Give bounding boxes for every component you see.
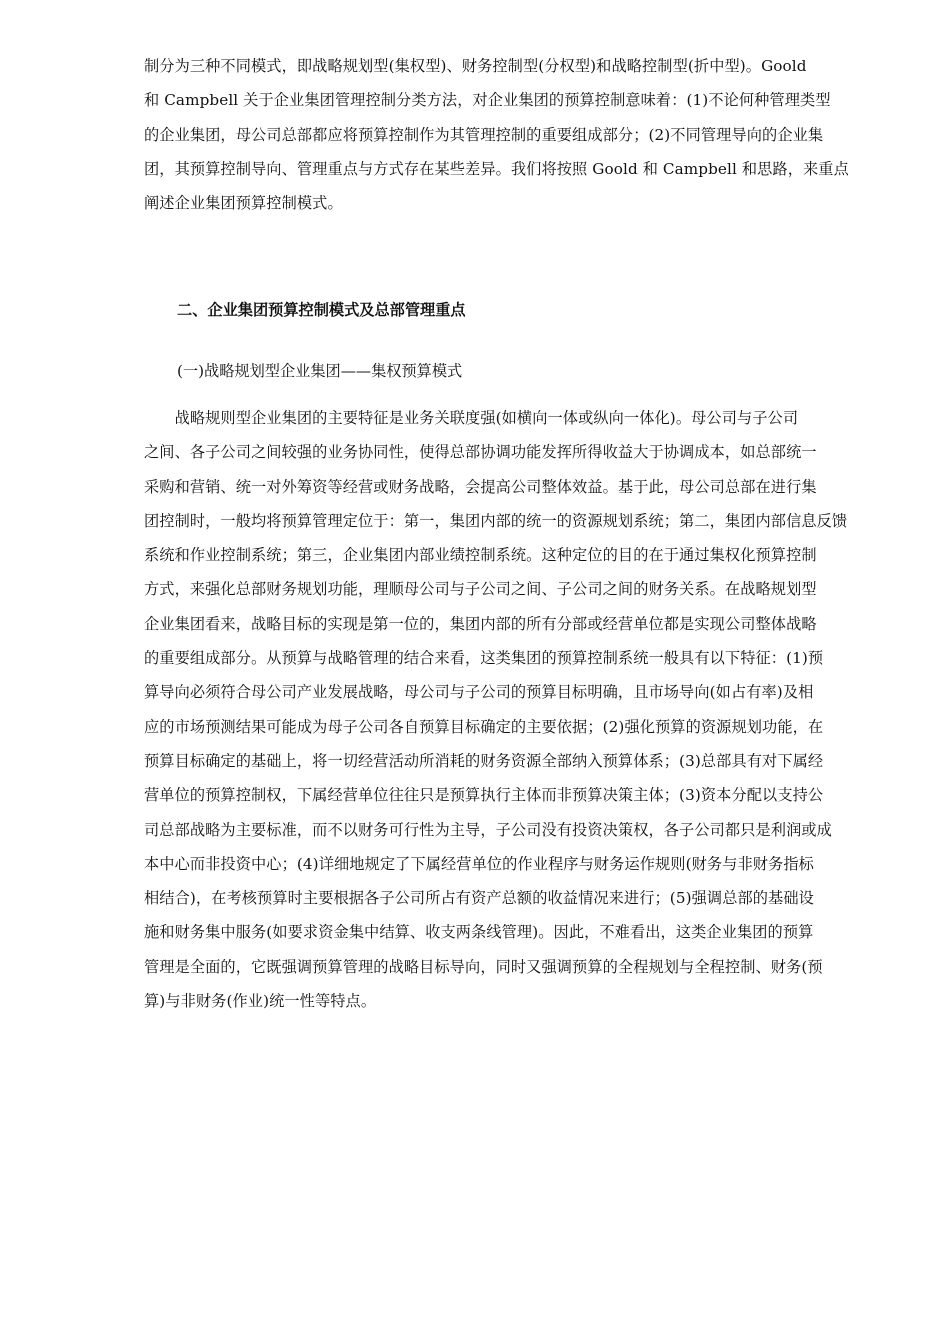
intro-paragraph bbox=[144, 49, 884, 220]
section-heading: 二、企业集团预算控制模式及总部管理重点 bbox=[177, 301, 466, 319]
paragraph-line: 战略规则型企业集团的主要特征是业务关联度强(如横向一体或纵向一体化)。母公司与子公司 bbox=[144, 409, 799, 427]
paragraph-line: 本中心而非投资中心；(4)详细地规定了下属经营单位的作业程序与财务运作规则(财务与非财务指标 bbox=[144, 854, 814, 873]
paragraph-line: 阐述企业集团预算控制模式。 bbox=[144, 194, 343, 213]
paragraph-line: 应的市场预测结果可能成为母子公司各自预算目标确定的主要依据；(2)强化预算的资源规划功能，在 bbox=[144, 717, 824, 736]
paragraph-line: 系统和作业控制系统；第三，企业集团内部业绩控制系统。这种定位的目的在于通过集权化预算控制 bbox=[144, 546, 817, 565]
paragraph-line: 的企业集团，母公司总部都应将预算控制作为其管理控制的重要组成部分；(2)不同管理导向的企业集 bbox=[144, 125, 824, 144]
paragraph-line: 团控制时，一般均将预算管理定位于：第一，集团内部的统一的资源规划系统；第二，集团内部信息反馈 bbox=[144, 511, 848, 530]
paragraph-line: 制分为三种不同模式，即战略规划型(集权型)、财务控制型(分权型)和战略控制型(折中型)。Goold bbox=[144, 57, 807, 75]
subsection-heading: (一)战略规划型企业集团——集权预算模式 bbox=[177, 362, 463, 380]
paragraph-line: 和 Campbell 关于企业集团管理控制分类方法，对企业集团的预算控制意味着：(1)不论何种管理类型 bbox=[144, 91, 831, 110]
paragraph-line: 算导向必须符合母公司产业发展战略，母公司与子公司的预算目标明确，且市场导向(如占有率)及相 bbox=[144, 683, 814, 702]
paragraph-line: 的重要组成部分。从预算与战略管理的结合来看，这类集团的预算控制系统一般具有以下特征：(1)预 bbox=[144, 649, 824, 668]
paragraph-line: 算)与非财务(作业)统一性等特点。 bbox=[144, 992, 377, 1011]
paragraph-line: 管理是全面的，它既强调预算管理的战略目标导向，同时又强调预算的全程规划与全程控制、财务(预 bbox=[144, 957, 823, 976]
paragraph-line: 相结合)，在考核预算时主要根据各子公司所占有资产总额的收益情况来进行；(5)强调总部的基础设 bbox=[144, 889, 814, 908]
paragraph-line: 采购和营销、统一对外筹资等经营或财务战略，会提高公司整体效益。基于此，母公司总部在进行集 bbox=[144, 477, 817, 496]
paragraph-line: 之间、各子公司之间较强的业务协同性，使得总部协调功能发挥所得收益大于协调成本，如总部统一 bbox=[144, 443, 817, 462]
paragraph-line: 营单位的预算控制权，下属经营单位往往只是预算执行主体而非预算决策主体；(3)资本分配以支持公 bbox=[144, 786, 824, 805]
paragraph-line: 施和财务集中服务(如要求资金集中结算、收支两条线管理)。因此，不难看出，这类企业集团的预算 bbox=[144, 923, 814, 942]
paragraph-line: 团，其预算控制导向、管理重点与方式存在某些差异。我们将按照 Goold 和 Campbell 和思路，来重点 bbox=[144, 159, 849, 178]
main-paragraph bbox=[144, 401, 884, 1018]
paragraph-line: 企业集团看来，战略目标的实现是第一位的，集团内部的所有分部或经营单位都是实现公司整体战略 bbox=[144, 614, 817, 633]
paragraph-line: 预算目标确定的基础上，将一切经营活动所消耗的财务资源全部纳入预算体系；(3)总部具有对下属经 bbox=[144, 751, 824, 770]
paragraph-line: 司总部战略为主要标准，而不以财务可行性为主导，子公司没有投资决策权，各子公司都只是利润或成 bbox=[144, 820, 832, 839]
paragraph-line: 方式，来强化总部财务规划功能，理顺母公司与子公司之间、子公司之间的财务关系。在战略规划型 bbox=[144, 580, 817, 599]
